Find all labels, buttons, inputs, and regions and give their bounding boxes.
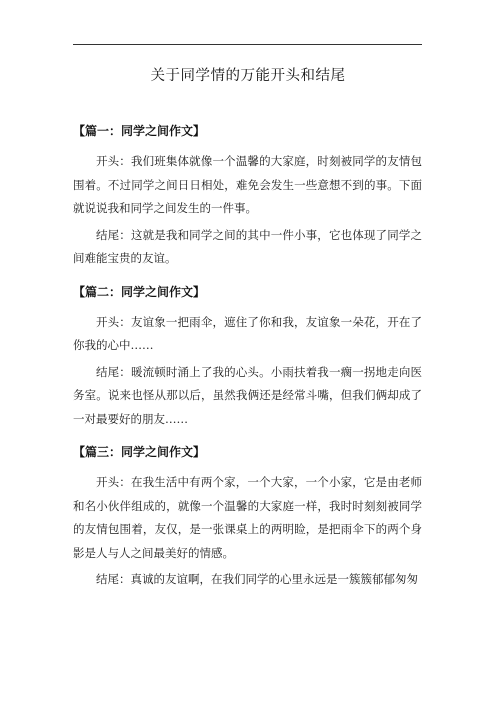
ending-paragraph: 结尾：这就是我和同学之间的其中一件小事，它也体现了同学之间难能宝贵的友谊。 xyxy=(73,227,422,265)
ending-paragraph: 结尾：真诚的友谊啊，在我们同学的心里永远是一簇簇郁郁匆匆 xyxy=(96,572,418,586)
opening-paragraph: 开头：在我生活中有两个家，一个大家，一个小家，它是由老师和名小伙伴组成的，就像一个温馨的大家庭一样，我时时刻刻被同学的友情包围着，友仅，是一张课桌上的两明睑，是把雨伞下的两个身影是人与人之间最美好的情感。 xyxy=(73,475,422,560)
section-3 xyxy=(73,443,422,592)
ending-paragraph: 结尾：暖流顿时涌上了我的心头。小雨扶着我一瘸一拐地走向医务室。说来也怪从那以后，虽然我俩还是经常斗嘴，但我们俩却成了一对最要好的朋友…… xyxy=(73,364,422,426)
section-heading: 【篇三：同学之间作文】 xyxy=(73,445,206,459)
section-1 xyxy=(73,122,422,271)
document-title: 关于同学情的万能开头和结尾 xyxy=(150,68,346,84)
opening-paragraph: 开头：我们班集体就像一个温馨的大家庭，时刻被同学的友情包围着。不过同学之间日日相处，难免会发生一些意想不到的事。下面就说说我和同学之间发生的一件事。 xyxy=(73,154,422,215)
section-heading: 【篇一：同学之间作文】 xyxy=(73,124,206,138)
opening-paragraph: 开头：友谊象一把雨伞，遮住了你和我，友谊象一朵花，开在了你我的心中…… xyxy=(73,314,422,352)
header-rule xyxy=(73,44,422,45)
section-heading: 【篇二：同学之间作文】 xyxy=(73,284,206,299)
document-body xyxy=(73,122,422,595)
section-2 xyxy=(73,283,422,432)
